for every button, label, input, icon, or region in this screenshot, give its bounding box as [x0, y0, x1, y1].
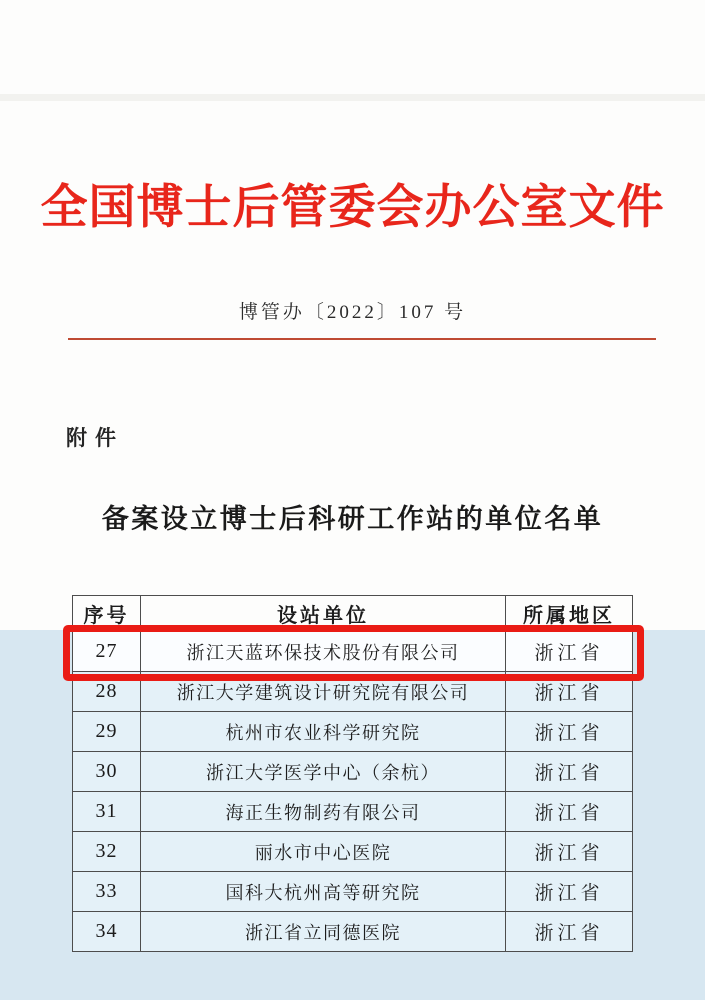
document-title: 全国博士后管委会办公室文件: [40, 182, 665, 234]
unit-name-cell: 国科大杭州高等研究院: [141, 872, 506, 912]
header-region: 所属地区: [506, 596, 633, 632]
unit-name-cell: 丽水市中心医院: [141, 832, 506, 872]
table-row: [73, 912, 633, 952]
table-row: [73, 712, 633, 752]
table-row: [73, 792, 633, 832]
table-row: [73, 832, 633, 872]
row-number-cell: 34: [73, 912, 141, 952]
scan-artifact: [0, 94, 705, 101]
table-row: [73, 672, 633, 712]
row-number-cell: 32: [73, 832, 141, 872]
station-table: [72, 595, 633, 952]
header-unit-name: 设站单位: [141, 596, 506, 632]
header-row: [73, 596, 633, 632]
region-cell: 浙江省: [506, 872, 633, 912]
row-number-cell: 29: [73, 712, 141, 752]
row-number-cell: 27: [73, 632, 141, 672]
row-number-cell: 31: [73, 792, 141, 832]
region-cell: 浙江省: [506, 752, 633, 792]
table-title: 备案设立博士后科研工作站的单位名单: [101, 504, 604, 534]
header-serial-number: 序号: [73, 596, 141, 632]
table-row: [73, 752, 633, 792]
table-row: [73, 872, 633, 912]
region-cell: 浙江省: [506, 672, 633, 712]
row-number-cell: 28: [73, 672, 141, 712]
unit-name-cell: 浙江大学建筑设计研究院有限公司: [141, 672, 506, 712]
attachment-label: 附件: [66, 426, 124, 450]
region-cell: 浙江省: [506, 832, 633, 872]
unit-name-cell: 浙江大学医学中心（余杭）: [141, 752, 506, 792]
unit-name-cell: 海正生物制药有限公司: [141, 792, 506, 832]
red-divider-line: [68, 338, 656, 340]
row-number-cell: 30: [73, 752, 141, 792]
station-table-body: [73, 632, 633, 952]
region-cell: 浙江省: [506, 712, 633, 752]
table-row: [73, 632, 633, 672]
region-cell: 浙江省: [506, 632, 633, 672]
region-cell: 浙江省: [506, 792, 633, 832]
document-number: 博管办〔2022〕107 号: [238, 302, 467, 323]
station-table-header: [73, 596, 633, 632]
unit-name-cell: 浙江天蓝环保技术股份有限公司: [141, 632, 506, 672]
unit-name-cell: 杭州市农业科学研究院: [141, 712, 506, 752]
region-cell: 浙江省: [506, 912, 633, 952]
unit-name-cell: 浙江省立同德医院: [141, 912, 506, 952]
row-number-cell: 33: [73, 872, 141, 912]
